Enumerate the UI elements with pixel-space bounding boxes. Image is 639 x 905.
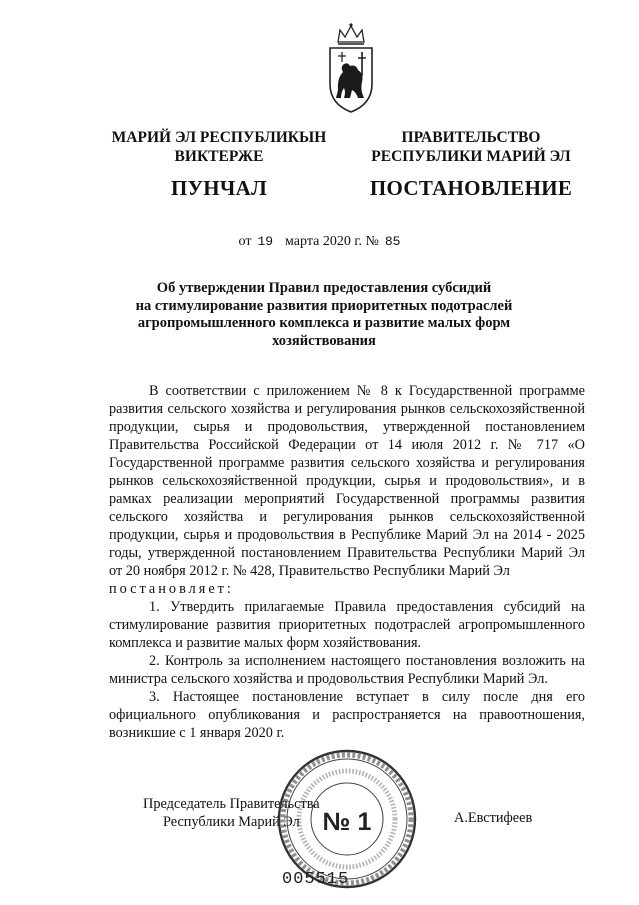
- title-line: хозяйствования: [272, 332, 376, 349]
- header-russian: [358, 128, 584, 198]
- item-2: 2. Контроль за исполнением настоящего постановления возложить на министра сельского хозяйства и продовольствия Республики Марий Эл.: [109, 653, 585, 687]
- date-day: 19: [257, 234, 274, 249]
- stamp-serial-number: 005515: [282, 870, 350, 889]
- coat-of-arms-icon: [324, 20, 378, 116]
- decree-number: 85: [384, 234, 401, 249]
- header-mari-line2: ВИКТЕРЖЕ: [174, 148, 264, 165]
- doc-type-mari: ПУНЧАЛ: [170, 176, 268, 200]
- signatory-title-line2: Республики Марий Эл: [163, 814, 300, 830]
- header-mari-line1: МАРИЙ ЭЛ РЕСПУБЛИКЫН: [111, 129, 327, 146]
- document-body: [109, 382, 585, 742]
- title-line: Об утверждении Правил предоставления субсидий: [156, 280, 492, 296]
- document-title: [110, 280, 538, 350]
- decree-word: постановляет:: [109, 581, 234, 597]
- title-line: агропромышленного комплекса и развитие малых форм: [137, 315, 511, 331]
- date-month-year: марта 2020 г. №: [285, 234, 379, 249]
- doc-type-russian: ПОСТАНОВЛЕНИЕ: [369, 176, 573, 200]
- header-russian-line1: ПРАВИТЕЛЬСТВО: [401, 129, 541, 146]
- official-stamp-icon: [276, 748, 418, 890]
- title-line: на стимулирование развития приоритетных подотраслей: [135, 297, 513, 314]
- signatory-title-line1: Председатель Правительства: [143, 796, 320, 812]
- item-1: 1. Утвердить прилагаемые Правила предоставления субсидий на стимулирование развития приоритетных подотраслей агропромышленного комплекса и развитие малых форм хозяйствования.: [109, 599, 585, 651]
- header-mari: [104, 128, 334, 198]
- header-russian-line2: РЕСПУБЛИКИ МАРИЙ ЭЛ: [371, 148, 571, 165]
- item-3: 3. Настоящее постановление вступает в силу после дня его официального опубликования и распространяется на правоотношения, возникшие с 1 января 2020 г.: [109, 689, 585, 741]
- signatory-name: А.Евстифеев: [454, 810, 533, 826]
- date-line: [0, 234, 639, 250]
- preamble-paragraph: В соответствии с приложением № 8 к Государственной программе развития сельского хозяйства и регулирования рынков сельскохозяйственной продукции, сырья и продовольствия, утвержденной постановлением Правительства Российской Федерации от 14 июля 2012 г. № 717 «О Государственной программе развития сельского хозяйства и регулирования рынков сельскохозяйственной продукции, сырья и продовольствия», и в рамках реализации мероприятий Государственной программы развития сельского хозяйства и регулирования рынков сельскохозяйственной продукции, сырья и продовольствия в Республике Марий Эл на 2014 - 2025 годы, утвержденной постановлением Правительства Республики Марий Эл от 20 ноября 2012 г. № 428, Правительство Республики Марий Эл: [109, 383, 585, 579]
- stamp-number: № 1: [322, 808, 372, 836]
- date-prefix: от: [238, 234, 252, 249]
